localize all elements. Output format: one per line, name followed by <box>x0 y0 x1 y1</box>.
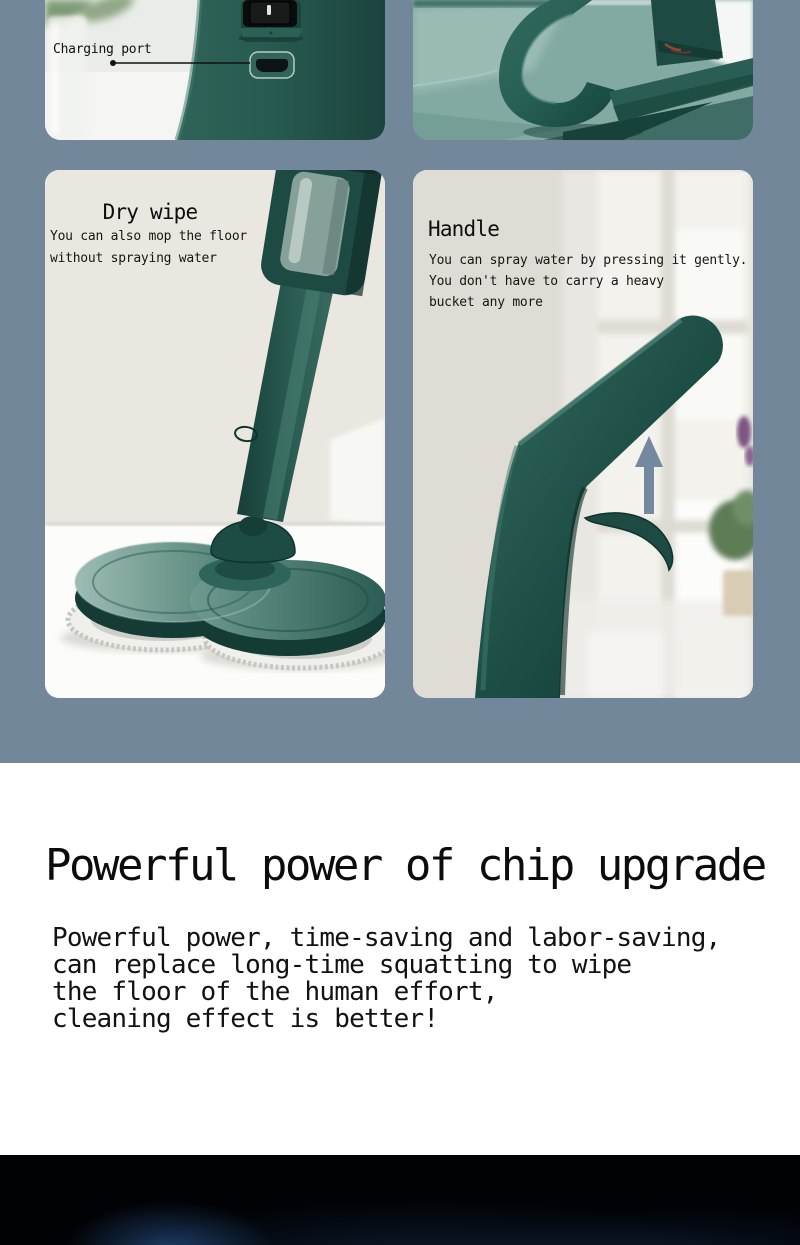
mop-base-photo <box>413 0 753 140</box>
feature-body-line: can replace long-time squatting to wipe <box>52 950 632 980</box>
feature-body <box>52 925 720 1033</box>
dark-smoke-image-strip <box>0 1155 800 1245</box>
mop-body-photo <box>45 0 385 140</box>
charging-port-icon <box>250 52 294 78</box>
handle-photo <box>413 170 753 698</box>
charging-port-label: Charging port <box>53 42 152 57</box>
handle-line: You don't have to carry a heavy <box>429 274 664 289</box>
handle-title: Handle <box>428 217 500 241</box>
dry-wipe-line: You can also mop the floor <box>50 229 247 244</box>
dry-wipe-line: without spraying water <box>50 251 217 266</box>
feature-heading: Powerful power of chip upgrade <box>45 840 765 891</box>
photo-card-mop-base <box>413 0 753 140</box>
power-switch-icon <box>239 0 303 42</box>
photo-card-dry-wipe <box>45 170 385 698</box>
photo-card-handle <box>413 170 753 698</box>
dry-wipe-photo <box>45 170 385 698</box>
handle-line: You can spray water by pressing it gently. <box>429 253 748 268</box>
window-sill-blur <box>563 600 748 698</box>
photo-card-charging-port <box>45 0 385 140</box>
dry-wipe-title: Dry wipe <box>102 200 198 224</box>
feature-body-line: Powerful power, time-saving and labor-saving, <box>52 923 721 953</box>
feature-body-line: cleaning effect is better! <box>52 1004 439 1034</box>
feature-body-line: the floor of the human effort, <box>52 977 498 1007</box>
handle-line: bucket any more <box>429 295 543 310</box>
glass-vase-blur <box>47 16 87 140</box>
